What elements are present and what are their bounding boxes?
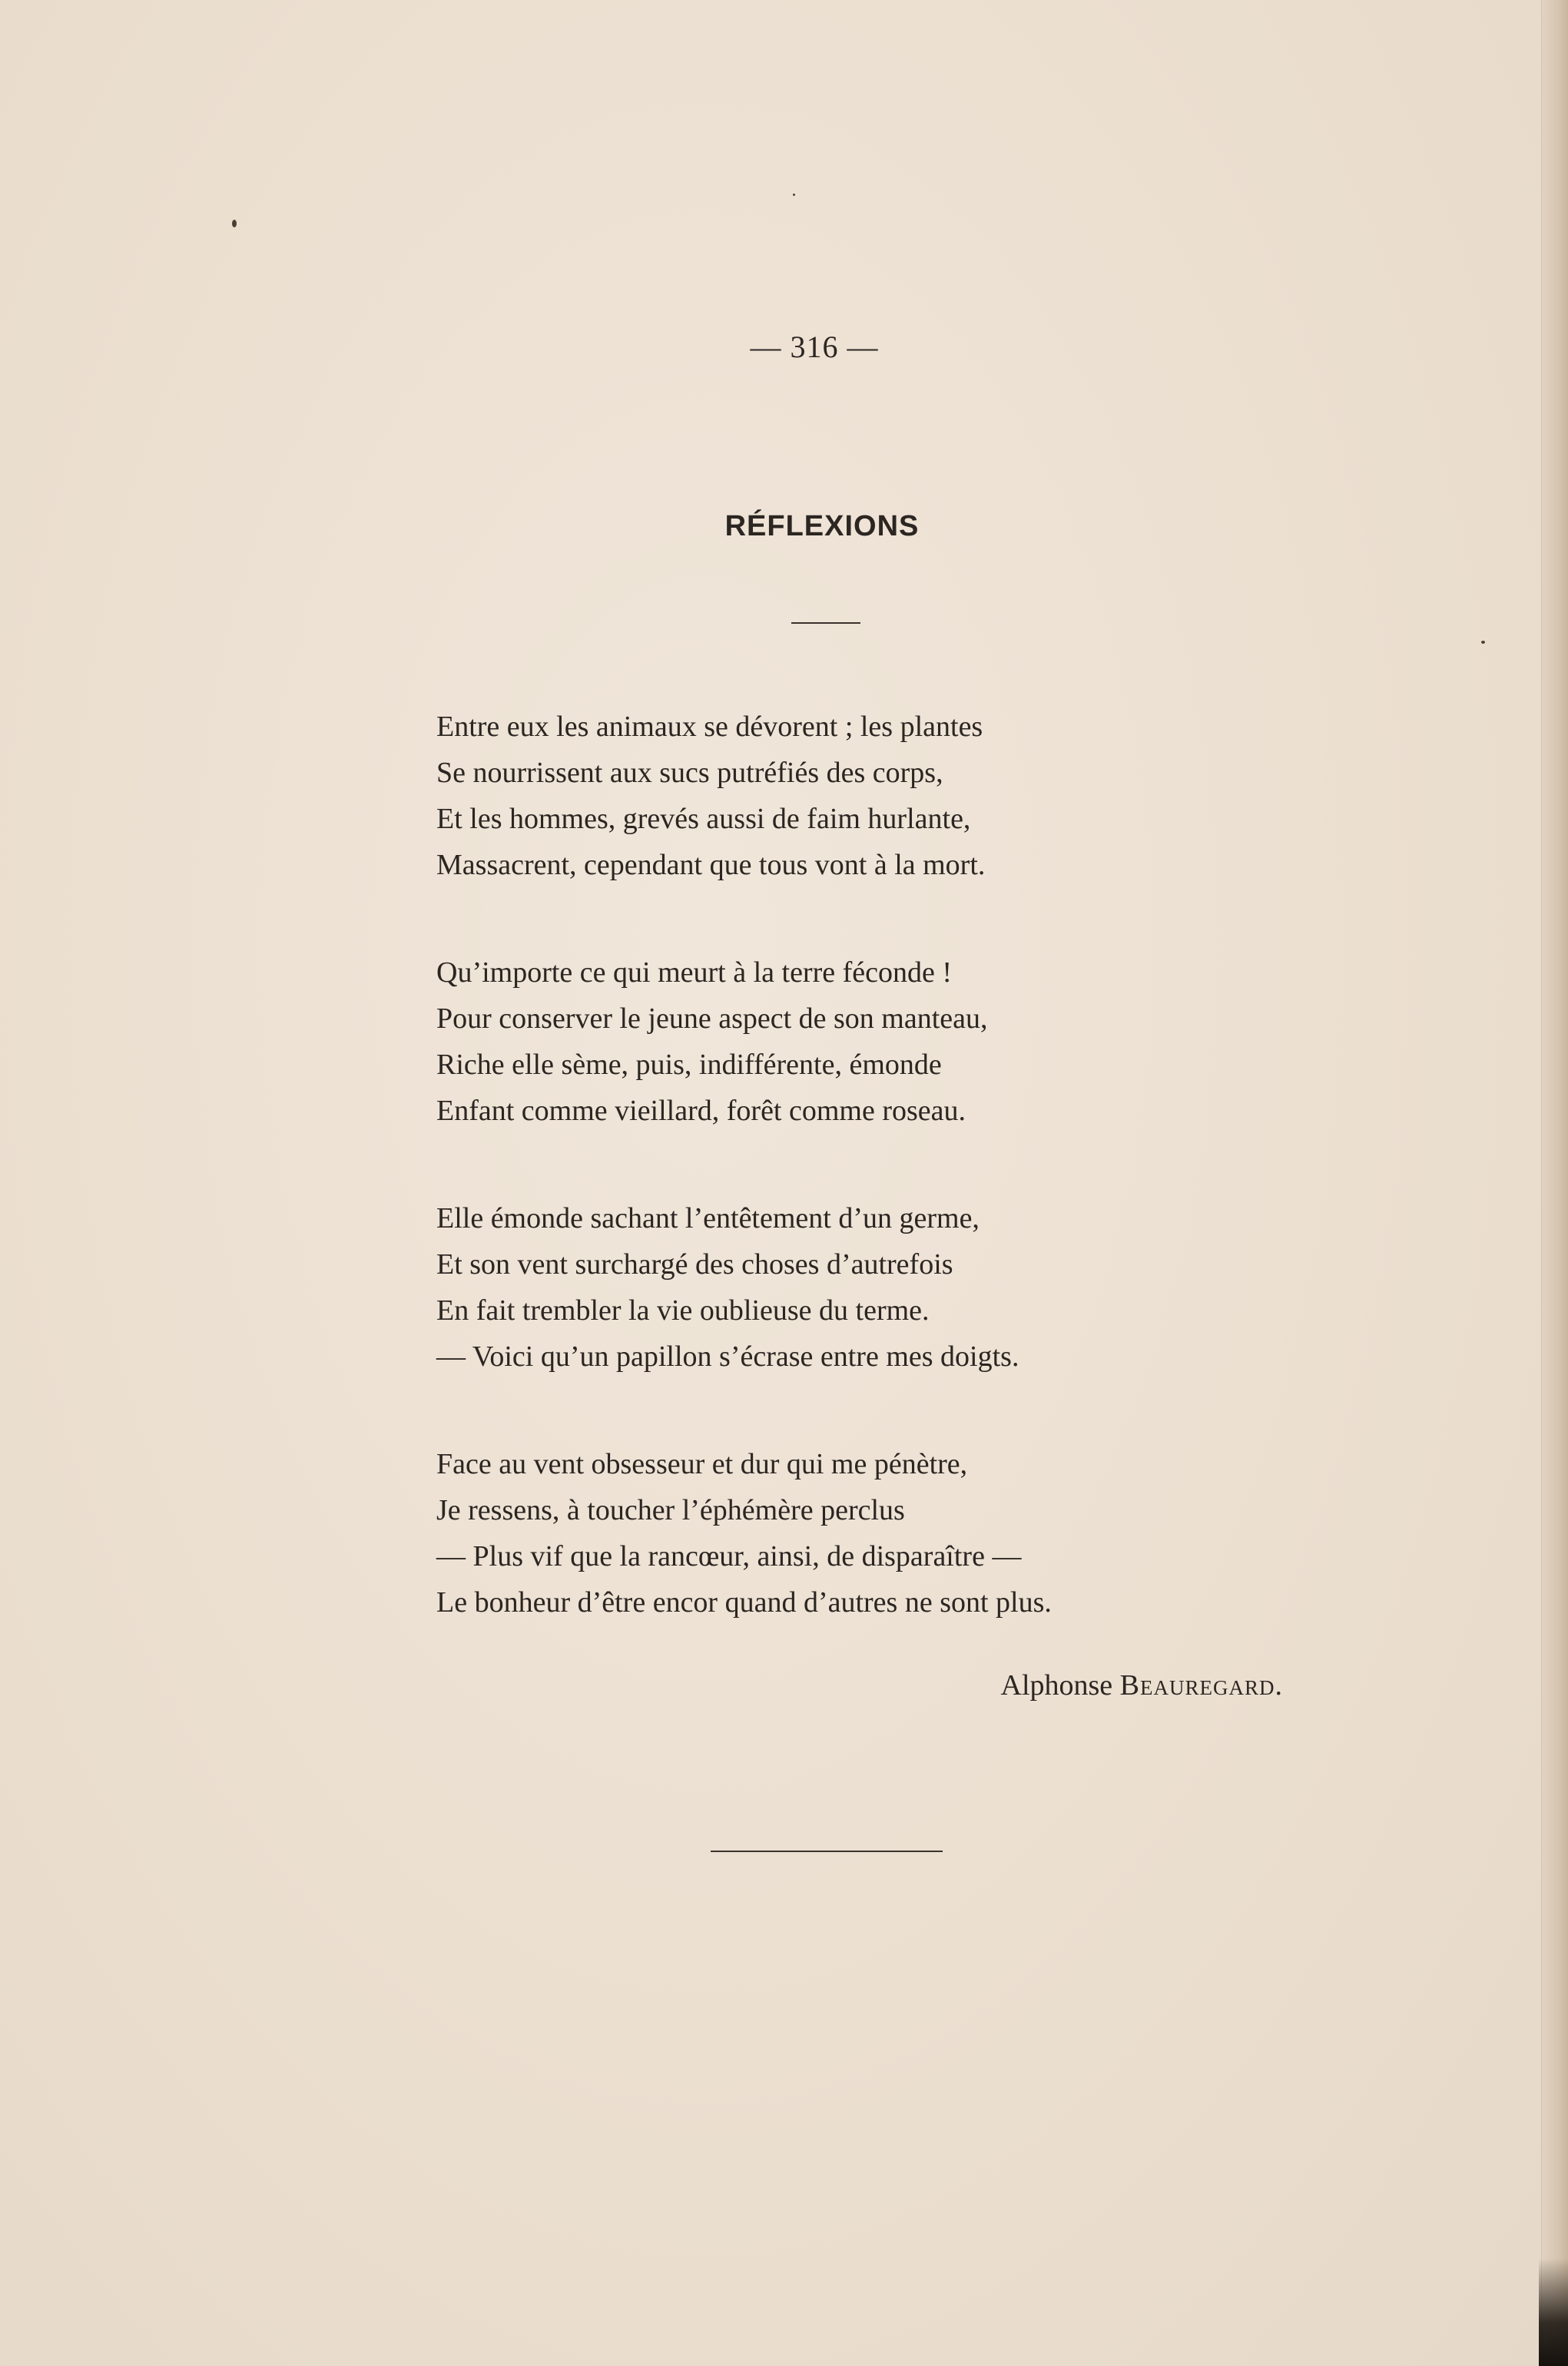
poem-line: Entre eux les animaux se dévorent ; les plantes bbox=[436, 711, 983, 743]
stanza-3 bbox=[436, 1195, 1251, 1380]
author-last-name: Beauregard. bbox=[1119, 1669, 1283, 1702]
stanza-2 bbox=[436, 949, 1251, 1134]
poem-line: Se nourrissent aux sucs putréfiés des corps, bbox=[436, 757, 943, 789]
author-signature bbox=[845, 1668, 1283, 1702]
stanza-4 bbox=[436, 1441, 1251, 1625]
poem-line: Le bonheur d’être encor quand d’autres ne sont plus. bbox=[436, 1586, 1052, 1619]
binding-shadow bbox=[1539, 2258, 1568, 2366]
poem-line: — Plus vif que la rancœur, ainsi, de disparaître — bbox=[436, 1540, 1022, 1572]
ink-speck bbox=[1481, 641, 1485, 644]
poem-line: Riche elle sème, puis, indifférente, émonde bbox=[436, 1049, 942, 1081]
poem-title: RÉFLEXIONS bbox=[724, 510, 920, 542]
author-first-name: Alphonse bbox=[1000, 1669, 1113, 1702]
poem-line: Massacrent, cependant que tous vont à la mort. bbox=[436, 849, 986, 881]
poem-line: Et les hommes, grevés aussi de faim hurlante, bbox=[436, 803, 971, 835]
stanza-1 bbox=[436, 704, 1251, 888]
poem-line: Face au vent obsesseur et dur qui me pénètre, bbox=[436, 1448, 968, 1480]
poem-line: — Voici qu’un papillon s’écrase entre mes doigts. bbox=[436, 1340, 1019, 1373]
poem-line: En fait trembler la vie oublieuse du terme. bbox=[436, 1294, 930, 1327]
poem-line: Enfant comme vieillard, forêt comme roseau. bbox=[436, 1095, 966, 1127]
poem-body bbox=[436, 704, 1251, 1687]
page-number: — 316 — bbox=[750, 330, 879, 364]
end-divider bbox=[711, 1851, 943, 1852]
page-edge bbox=[1541, 0, 1568, 2366]
poem-line: Je ressens, à toucher l’éphémère perclus bbox=[436, 1494, 905, 1526]
poem-line: Pour conserver le jeune aspect de son manteau, bbox=[436, 1002, 988, 1035]
ink-speck bbox=[793, 194, 795, 196]
title-divider bbox=[791, 622, 860, 624]
poem-line: Elle émonde sachant l’entêtement d’un germe, bbox=[436, 1202, 980, 1234]
poem-line: Qu’importe ce qui meurt à la terre féconde ! bbox=[436, 956, 953, 989]
poem-line: Et son vent surchargé des choses d’autrefois bbox=[436, 1248, 953, 1281]
ink-speck bbox=[232, 220, 237, 227]
